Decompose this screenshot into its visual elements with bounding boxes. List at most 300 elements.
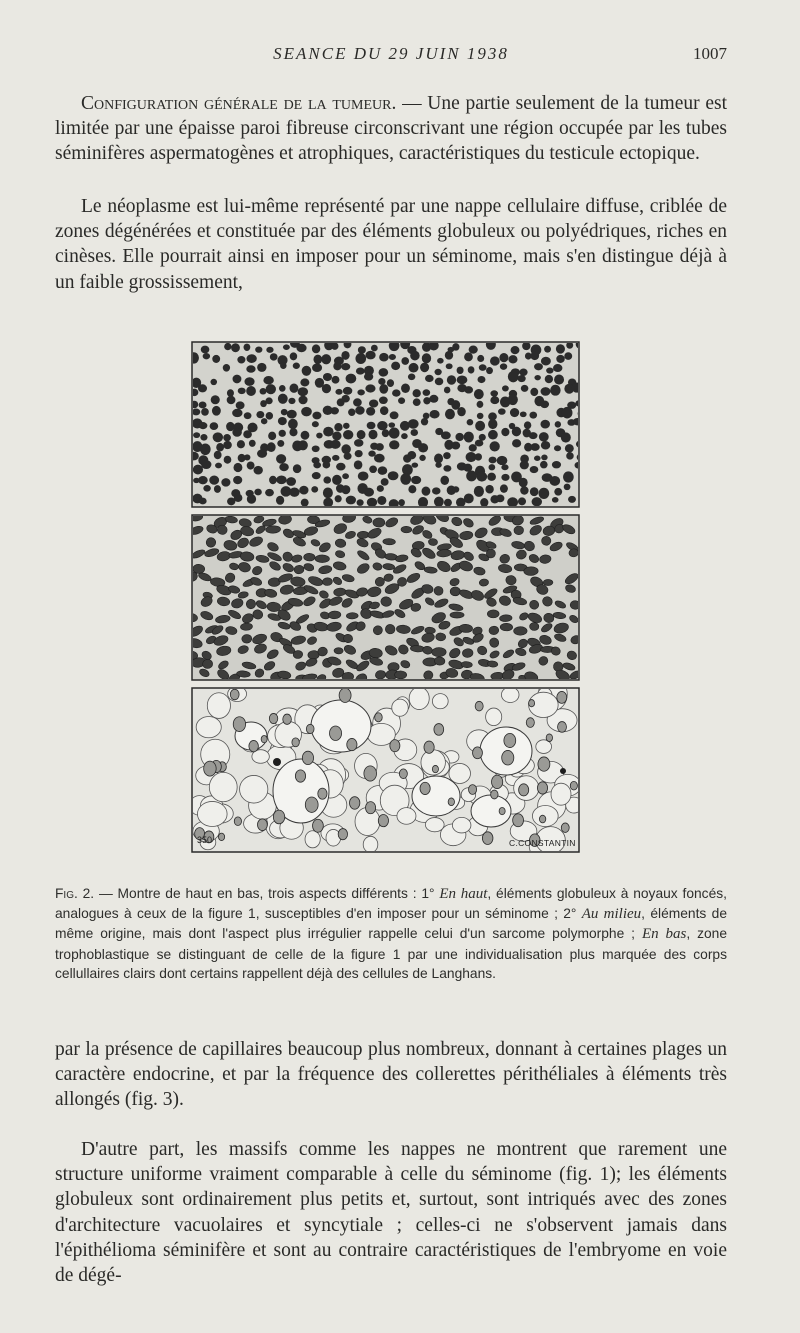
nucleus-mark <box>257 363 266 372</box>
nucleus-mark <box>244 377 254 386</box>
nucleus-mark <box>293 363 300 369</box>
nucleus-mark <box>519 478 528 488</box>
nucleus-mark <box>312 363 322 372</box>
nucleus-mark <box>301 407 312 416</box>
nucleus-mark <box>377 496 386 505</box>
paragraph-massifs: D'autre part, les massifs comme les nappes ne montrent que rarement une structure uniforme vraiment comparable à celle du séminome (fig. 1); les éléments globuleux sont ordinairement plus petits et, surtout, sont intriqués avec des zones d'architecture vacuolaires et syncytiale ; celles-ci ne s'observent jamais dans l'épithélioma séminifère et sont au contraire caractéristiques de l'embryome en voie de dégé- <box>55 1139 727 1287</box>
nucleus-mark <box>203 353 210 359</box>
nucleus-mark <box>468 785 476 795</box>
nucleus-mark <box>445 351 453 360</box>
nucleus-mark <box>270 353 278 360</box>
nucleus-mark <box>365 351 375 360</box>
nucleus-mark <box>450 587 460 596</box>
nucleus-mark <box>568 496 576 503</box>
nucleus-mark <box>234 817 241 826</box>
nucleus-mark <box>312 412 321 420</box>
nucleus-mark <box>398 499 404 506</box>
paragraph-configuration <box>55 91 727 167</box>
nucleus-mark <box>266 384 276 394</box>
cell-outline <box>207 693 230 719</box>
caption-italic: En bas <box>641 926 687 943</box>
nucleus-mark <box>366 407 375 416</box>
caption-italic: En haut <box>439 886 488 902</box>
nucleus-mark <box>357 499 364 506</box>
nucleus-mark <box>295 770 305 782</box>
nucleus-mark <box>233 375 242 384</box>
nucleus-mark <box>253 466 262 475</box>
nucleus-mark <box>313 819 324 832</box>
nucleus-mark <box>475 440 484 447</box>
nucleus-mark <box>479 364 487 371</box>
nucleus-mark <box>524 421 531 429</box>
granule-mark <box>560 768 566 774</box>
nucleus-mark <box>334 423 342 431</box>
cell-outline <box>409 687 429 709</box>
nucleus-mark <box>287 410 297 419</box>
nucleus-mark <box>336 463 345 471</box>
nucleus-mark <box>214 451 222 460</box>
cell-outline <box>196 716 221 737</box>
nucleus-mark <box>425 375 434 382</box>
nucleus-mark <box>261 418 268 424</box>
nucleus-mark <box>501 464 508 470</box>
nucleus-mark <box>358 471 369 480</box>
paragraph-capillaires: par la présence de capillaires beaucoup plus nombreux, donnant à certaines plages un caractère endocrine, et par la fréquence des collerettes périthéliales à éléments très allongés (fig. 3). <box>55 1039 727 1111</box>
nucleus-mark <box>444 387 451 394</box>
caption-italic: Au milieu <box>581 906 642 923</box>
cell-outline <box>486 708 502 726</box>
nucleus-mark <box>429 410 439 418</box>
nucleus-mark <box>279 385 286 392</box>
nucleus-mark <box>201 460 211 469</box>
nucleus-mark <box>464 432 474 443</box>
nucleus-mark <box>412 463 419 468</box>
nucleus-mark <box>410 351 419 361</box>
nucleus-mark <box>409 363 419 373</box>
nucleus-mark <box>420 363 429 373</box>
nucleus-mark <box>492 775 503 788</box>
nucleus-mark <box>513 814 524 827</box>
nucleus-mark <box>247 494 256 504</box>
nucleus-mark <box>198 384 207 392</box>
nucleus-mark <box>477 355 484 362</box>
nucleus-mark <box>519 369 527 376</box>
nucleus-mark <box>475 701 483 711</box>
nucleus-mark <box>332 376 340 384</box>
nucleus-mark <box>554 375 564 385</box>
nucleus-mark <box>500 484 508 492</box>
nucleus-mark <box>357 531 369 539</box>
nucleus-mark <box>371 345 378 352</box>
nucleus-mark <box>367 498 377 507</box>
nucleus-mark <box>246 354 256 363</box>
nucleus-mark <box>534 456 541 461</box>
nucleus-mark <box>214 485 221 493</box>
nucleus-mark <box>408 485 416 493</box>
nucleus-mark <box>562 407 573 419</box>
nucleus-mark <box>556 344 565 353</box>
nucleus-mark <box>312 445 320 452</box>
nucleus-mark <box>210 379 217 385</box>
nucleus-mark <box>318 788 327 799</box>
nucleus-mark <box>312 472 321 479</box>
nucleus-mark <box>356 368 365 375</box>
caption-text: , éléments de même origine, mais dont l'aspect plus irrégulier rappelle celui d'un sarcome polymorphe ; <box>55 906 727 942</box>
nucleus-mark <box>289 487 299 496</box>
nucleus-mark <box>288 419 298 429</box>
nucleus-mark <box>357 389 365 395</box>
nucleus-mark <box>246 386 256 396</box>
nucleus-mark <box>392 389 400 396</box>
nucleus-mark <box>244 344 251 351</box>
nucleus-mark <box>379 368 389 376</box>
nucleus-mark <box>223 364 230 372</box>
nucleus-mark <box>476 472 487 482</box>
nucleus-mark <box>570 781 577 790</box>
nucleus-mark <box>464 493 474 503</box>
nucleus-mark <box>477 401 484 408</box>
nucleus-mark <box>299 486 308 495</box>
nucleus-mark <box>490 356 500 365</box>
nucleus-mark <box>348 409 355 417</box>
nucleus-mark <box>488 419 497 429</box>
nucleus-mark <box>355 406 364 415</box>
nucleus-mark <box>269 476 277 484</box>
nucleus-mark <box>244 412 252 419</box>
nucleus-mark <box>381 478 389 486</box>
nucleus-mark <box>332 475 342 485</box>
nucleus-mark <box>539 432 549 441</box>
nucleus-mark <box>388 471 399 480</box>
nucleus-mark <box>530 487 539 496</box>
nucleus-mark <box>281 409 288 416</box>
nucleus-mark <box>511 346 520 354</box>
nucleus-mark <box>342 473 349 479</box>
caption-text: , éléments globuleux à noyaux foncés, analogues à ceux de la figure 1, susceptibles d'en imposer pour un séminome ; 2° <box>55 886 727 922</box>
nucleus-mark <box>564 352 572 360</box>
cell-outline <box>305 831 320 848</box>
nucleus-mark <box>487 473 496 481</box>
nucleus-mark <box>540 400 549 408</box>
nucleus-mark <box>341 351 349 360</box>
nucleus-mark <box>237 356 245 363</box>
nucleus-mark <box>249 440 256 447</box>
nucleus-mark <box>231 343 240 352</box>
nucleus-mark <box>489 464 496 470</box>
nucleus-mark <box>323 427 333 437</box>
nucleus-mark <box>265 489 274 497</box>
nucleus-mark <box>432 647 447 656</box>
nucleus-mark <box>520 486 528 494</box>
nucleus-mark <box>311 486 318 492</box>
nucleus-mark <box>539 488 550 499</box>
nucleus-mark <box>532 497 542 506</box>
nucleus-mark <box>369 430 378 440</box>
nucleus-mark <box>434 369 441 375</box>
nucleus-mark <box>450 612 464 618</box>
nucleus-mark <box>444 499 452 507</box>
nucleus-mark <box>519 784 529 796</box>
nucleus-mark <box>407 451 416 459</box>
nucleus-mark <box>512 439 521 447</box>
nucleus-mark <box>246 365 255 373</box>
nucleus-mark <box>552 461 561 468</box>
nucleus-mark <box>322 578 332 586</box>
nucleus-mark <box>420 782 430 794</box>
nucleus-mark <box>411 429 418 436</box>
nucleus-mark <box>365 384 375 392</box>
histology-figure <box>191 341 580 853</box>
nucleus-mark <box>341 395 349 403</box>
nucleus-mark <box>339 688 351 702</box>
nucleus-mark <box>290 352 297 360</box>
nucleus-mark <box>508 355 517 363</box>
nucleus-mark <box>323 373 332 381</box>
nucleus-mark <box>499 807 505 814</box>
nucleus-mark <box>375 713 383 722</box>
nucleus-mark <box>353 398 362 406</box>
nucleus-mark <box>469 346 478 354</box>
paragraph-neoplasme: Le néoplasme est lui-même représenté par une nappe cellulaire diffuse, criblée de zones dégénérées et constituée par des éléments globuleux ou polyédriques, riches en cinèses. Elle pourrait ainsi en imposer pour un séminome, mais s'en distingue déjà à un faible grossissement, <box>55 196 727 293</box>
nucleus-mark <box>542 536 551 545</box>
nucleus-mark <box>288 398 295 404</box>
nucleus-mark <box>377 421 387 430</box>
nucleus-mark <box>541 454 547 460</box>
nucleus-mark <box>422 353 431 363</box>
nucleus-mark <box>485 485 493 494</box>
nucleus-mark <box>212 406 221 416</box>
nucleus-mark <box>332 455 339 461</box>
nucleus-mark <box>323 498 333 508</box>
nucleus-mark <box>341 444 350 454</box>
nucleus-mark <box>401 526 412 533</box>
nucleus-mark <box>474 486 484 497</box>
nucleus-mark <box>293 464 301 473</box>
nucleus-mark <box>473 747 483 759</box>
nucleus-mark <box>508 394 518 405</box>
nucleus-mark <box>474 389 484 399</box>
nucleus-mark <box>537 782 547 794</box>
nucleus-mark <box>232 428 242 437</box>
nucleus-mark <box>529 432 538 439</box>
nucleus-mark <box>312 421 319 427</box>
nucleus-mark <box>413 398 421 406</box>
nucleus-mark <box>565 444 574 452</box>
nucleus-mark <box>378 466 388 475</box>
nucleus-mark <box>278 394 288 404</box>
nucleus-mark <box>398 397 405 404</box>
nucleus-mark <box>349 797 359 809</box>
nucleus-mark <box>469 444 477 452</box>
nucleus-mark <box>466 470 477 481</box>
nucleus-mark <box>387 379 394 387</box>
nucleus-mark <box>364 766 377 781</box>
nucleus-mark <box>236 401 245 409</box>
nucleus-mark <box>500 363 507 370</box>
nucleus-mark <box>373 518 385 527</box>
nucleus-mark <box>390 411 399 419</box>
nucleus-mark <box>298 387 308 396</box>
nucleus-mark <box>323 461 331 468</box>
nucleus-mark <box>540 461 548 468</box>
nucleus-mark <box>249 740 259 751</box>
nucleus-mark <box>564 484 571 491</box>
section-heading: Configuration générale de la tumeur. <box>81 93 397 114</box>
nucleus-mark <box>497 456 508 465</box>
nucleus-mark <box>375 443 383 451</box>
nucleus-mark <box>514 627 528 636</box>
nucleus-mark <box>524 567 539 576</box>
nucleus-mark <box>498 408 506 414</box>
nucleus-mark <box>265 397 272 404</box>
nucleus-mark <box>300 378 309 386</box>
nucleus-mark <box>354 460 363 469</box>
nucleus-mark <box>541 441 550 450</box>
cell-outline <box>392 699 408 716</box>
nucleus-mark <box>487 610 499 618</box>
nucleus-mark <box>344 453 352 460</box>
nucleus-mark <box>247 461 255 469</box>
nucleus-mark <box>552 497 559 503</box>
nucleus-mark <box>554 488 562 496</box>
nucleus-mark <box>520 411 527 417</box>
nucleus-mark <box>467 419 474 425</box>
nucleus-mark <box>521 385 529 392</box>
nucleus-mark <box>550 385 560 396</box>
nucleus-mark <box>277 440 284 447</box>
nucleus-mark <box>448 798 454 806</box>
nucleus-mark <box>367 422 376 429</box>
nucleus-mark <box>366 802 376 814</box>
nucleus-mark <box>234 494 243 502</box>
nucleus-mark <box>445 409 455 420</box>
nucleus-mark <box>335 495 342 502</box>
nucleus-mark <box>464 352 473 361</box>
plate-number: 350 <box>197 835 213 845</box>
nucleus-mark <box>534 375 540 380</box>
nucleus-mark <box>301 431 310 440</box>
caption-label: Fig. 2. <box>55 886 95 901</box>
nucleus-mark <box>546 367 553 373</box>
nucleus-mark <box>461 661 473 668</box>
nucleus-mark <box>266 347 273 353</box>
nucleus-mark <box>389 354 396 360</box>
nucleus-mark <box>323 476 331 483</box>
nucleus-mark <box>227 396 236 404</box>
nucleus-mark <box>401 384 410 394</box>
nucleus-mark <box>530 352 539 361</box>
nucleus-mark <box>391 362 400 370</box>
nucleus-mark <box>343 387 352 395</box>
nucleus-mark <box>286 477 296 486</box>
figure-caption <box>55 884 727 983</box>
nucleus-mark <box>554 445 561 451</box>
nucleus-mark <box>434 497 444 507</box>
nucleus-mark <box>276 454 286 463</box>
nucleus-mark <box>379 397 388 404</box>
nucleus-mark <box>457 367 464 374</box>
nucleus-mark <box>529 412 537 419</box>
page-number: 1007 <box>693 44 727 63</box>
nucleus-mark <box>544 346 551 353</box>
nucleus-mark <box>432 487 440 494</box>
nucleus-mark <box>263 376 273 384</box>
nucleus-mark <box>233 717 245 732</box>
nucleus-mark <box>224 456 232 464</box>
granule-mark <box>273 758 281 766</box>
nucleus-mark <box>486 367 493 374</box>
nucleus-mark <box>201 346 210 354</box>
nucleus-mark <box>201 408 209 416</box>
cell-outline <box>449 763 471 783</box>
nucleus-mark <box>501 428 509 436</box>
nucleus-mark <box>401 433 408 439</box>
nucleus-mark <box>553 364 562 372</box>
nucleus-mark <box>400 473 411 485</box>
nucleus-mark <box>212 355 220 363</box>
nucleus-mark <box>204 761 216 776</box>
nucleus-mark <box>411 476 421 484</box>
nucleus-mark <box>434 454 443 464</box>
nucleus-mark <box>437 358 444 364</box>
nucleus-mark <box>203 485 211 492</box>
nucleus-mark <box>520 461 529 470</box>
nucleus-mark <box>199 401 207 408</box>
nucleus-mark <box>283 344 290 350</box>
nucleus-mark <box>557 691 567 703</box>
nucleus-mark <box>526 718 534 728</box>
nucleus-mark <box>280 362 287 369</box>
paragraph-text: — Une partie seulement de la tumeur est limitée par une épaisse paroi fibreuse circonscrivant une région occupée par les tubes séminifères aspermatogènes et atrophiques, caractéristiques du testicule ectopique. <box>55 93 727 165</box>
nucleus-mark <box>358 346 366 354</box>
nucleus-mark <box>332 431 341 440</box>
nucleus-mark <box>243 430 252 438</box>
nucleus-mark <box>313 462 321 469</box>
nucleus-mark <box>312 344 320 353</box>
artist-signature: C.CONSTANTIN <box>509 838 576 848</box>
nucleus-mark <box>504 733 516 747</box>
nucleus-mark <box>209 475 219 484</box>
nucleus-mark <box>545 375 553 383</box>
page-header <box>55 44 727 72</box>
cell-outline <box>501 687 519 702</box>
nucleus-mark <box>563 471 574 482</box>
nucleus-mark <box>276 475 287 484</box>
cell-outline <box>432 694 448 709</box>
nucleus-mark <box>475 453 482 460</box>
nucleus-mark <box>368 451 375 457</box>
nucleus-mark <box>369 399 378 407</box>
nucleus-mark <box>540 420 549 429</box>
nucleus-mark <box>213 432 223 442</box>
nucleus-mark <box>534 363 543 370</box>
nucleus-mark <box>549 476 560 486</box>
nucleus-mark <box>268 432 276 440</box>
nucleus-mark <box>502 750 514 765</box>
nucleus-mark <box>338 829 347 840</box>
nucleus-mark <box>357 430 366 439</box>
nucleus-mark <box>355 450 363 457</box>
nucleus-mark <box>491 790 498 799</box>
nucleus-mark <box>443 465 451 472</box>
nucleus-mark <box>355 353 366 364</box>
nucleus-mark <box>443 452 451 459</box>
nucleus-mark <box>499 353 508 362</box>
nucleus-mark <box>541 387 551 396</box>
nucleus-mark <box>390 740 400 752</box>
nucleus-mark <box>210 422 219 430</box>
nucleus-mark <box>480 498 488 507</box>
